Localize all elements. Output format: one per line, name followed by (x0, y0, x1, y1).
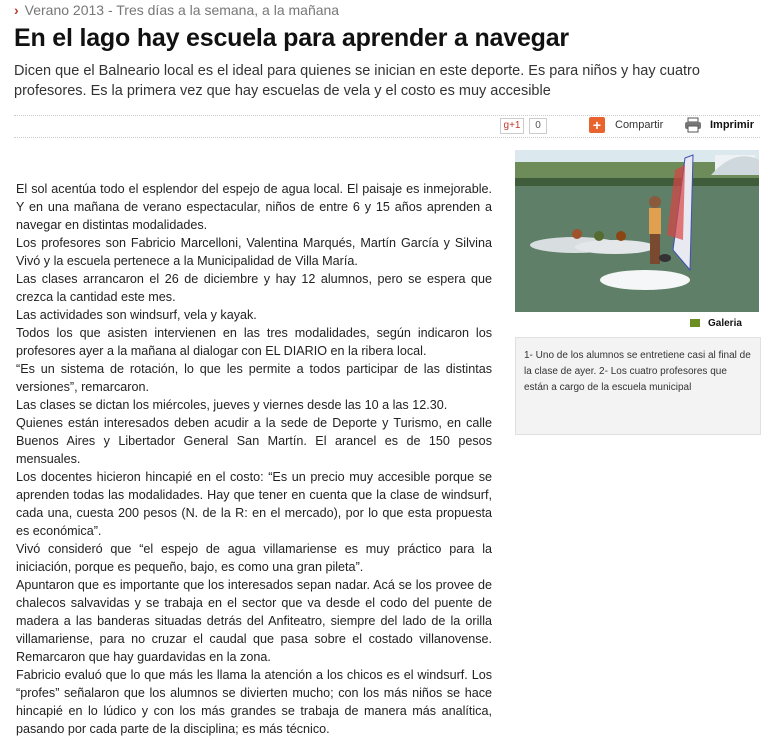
printer-icon[interactable] (684, 117, 702, 133)
print-button[interactable]: Imprimir (710, 119, 755, 131)
body-paragraph: Quienes están interesados deben acudir a la sede de Deporte y Turismo, en calle Buenos Aires y Libertador General San Martín. El arancel es de 150 pesos mensuales. (16, 416, 492, 466)
headline: En el lago hay escuela para aprender a navegar (14, 24, 569, 52)
plus-icon[interactable]: + (589, 117, 605, 133)
article-photo[interactable] (515, 150, 759, 312)
summary: Dicen que el Balneario local es el ideal para quienes se inician en este deporte. Es para niños y hay cuatro profesores. Es la primera vez que hay escuelas de vela y el costo es muy accesible (14, 63, 700, 99)
article-toolbar (14, 115, 760, 138)
body-paragraph: Las actividades son windsurf, vela y kayak. (16, 308, 257, 322)
body-paragraph: Las clases se dictan los miércoles, jueves y viernes desde las 10 a las 12.30. (16, 398, 448, 412)
gallery-link[interactable] (690, 318, 742, 329)
kicker (14, 2, 339, 18)
google-plus-button[interactable]: g+1 (500, 118, 524, 134)
body-paragraph: Vivó consideró que “el espejo de agua villamariense es muy práctico para la iniciación, porque es pequeño, bajo, es como una gran pileta”. (16, 542, 492, 574)
gallery-label: Galeria (708, 318, 742, 329)
body-paragraph: Todos los que asisten intervienen en las tres modalidades, según indicaron los profesores ayer a la mañana al dialogar con EL DIARIO en la ribera local. (16, 326, 492, 358)
body-paragraph: Las clases arrancaron el 26 de diciembre y hay 12 alumnos, pero se espera que crezca la cantidad este mes. (16, 272, 492, 304)
google-plus-count: 0 (529, 118, 547, 134)
body-paragraph: Apuntaron que es importante que los interesados sepan nadar. Acá se los provee de chalecos salvavidas y se trabaja en el sector que va desde el codo del puente de madera a las banderas situadas detrás del Anfiteatro, siempre del lado de la orilla villamariense, para no cruzar el caudal que pasa sobre el costado villanovense. Remarcaron que hay guardavidas en la zona. (16, 578, 492, 664)
chevron-right-icon: › (14, 2, 19, 18)
body-paragraph: Los docentes hicieron hincapié en el costo: “Es un precio muy accesible porque se aprenden todas las modalidades. Hay que tener en cuenta que la clase de windsurf, cada una, cuesta 200 pesos (N. de la R: en el mercado), por lo que esta propuesta es económica”. (16, 470, 492, 538)
photo-caption: 1- Uno de los alumnos se entretiene casi al final de la clase de ayer. 2- Los cuatro profesores que están a cargo de la escuela municipal (515, 337, 761, 435)
body-paragraph: Fabricio evaluó que lo que más les llama la atención a los chicos es el windsurf. Los “profes” señalaron que los alumnos se divierten mucho; con los más niños se hace hincapié en lo lúdico y con los más grandes se trabaja de manera más analítica, pasando por cada parte de la disciplina; es más técnico. (16, 668, 492, 736)
image-icon (690, 319, 700, 327)
body-paragraph: El sol acentúa todo el esplendor del espejo de agua local. El paisaje es inmejorable. Y en una mañana de verano espectacular, niños de entre 6 y 15 años aprenden a navegar en distintas modalidades. (16, 182, 492, 232)
body-paragraph: Los profesores son Fabricio Marcelloni, Valentina Marqués, Martín García y Silvina Vivó y la escuela pertenece a la Municipalidad de Villa María. (16, 236, 492, 268)
body-paragraph: “Es un sistema de rotación, lo que les permite a todos participar de las distintas versiones”, remarcaron. (16, 362, 492, 394)
share-button[interactable]: Compartir (615, 119, 664, 131)
kicker-text: Verano 2013 - Tres días a la semana, a la mañana (24, 2, 340, 18)
article-body (16, 180, 492, 738)
